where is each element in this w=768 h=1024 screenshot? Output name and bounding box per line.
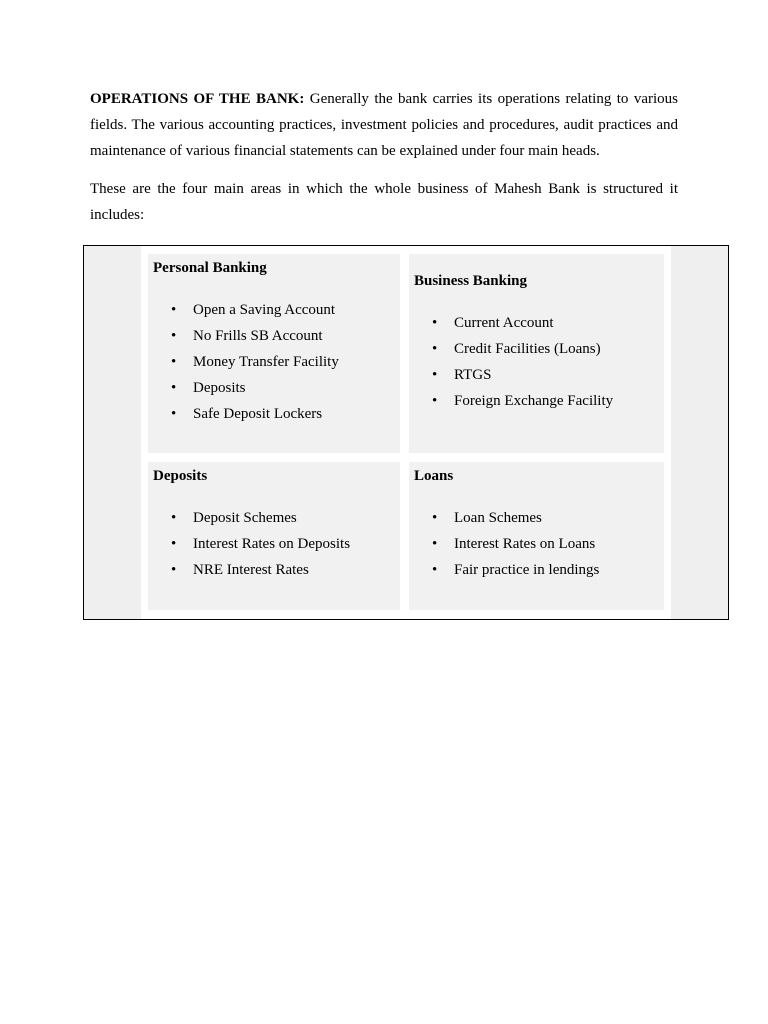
- personal-banking-title: Personal Banking: [153, 260, 267, 276]
- list-item-label: Deposit Schemes: [193, 510, 297, 526]
- business-banking-list: [409, 310, 613, 414]
- list-item: [148, 401, 339, 427]
- deposits-title: Deposits: [153, 468, 208, 484]
- list-item: [148, 349, 339, 375]
- intro-paragraph: [90, 86, 678, 164]
- bullet-icon: •: [432, 536, 438, 552]
- list-item: [409, 388, 613, 414]
- list-item: [148, 323, 339, 349]
- list-item-label: NRE Interest Rates: [193, 562, 309, 578]
- list-item: [409, 310, 613, 336]
- list-item-label: Deposits: [193, 380, 246, 396]
- list-item-label: No Frills SB Account: [193, 328, 323, 344]
- bullet-icon: •: [432, 367, 438, 383]
- list-item: [148, 505, 350, 531]
- table-right-margin: [671, 246, 728, 619]
- list-item: [148, 531, 350, 557]
- list-item: [409, 505, 599, 531]
- list-item-label: Foreign Exchange Facility: [454, 393, 614, 409]
- list-item-label: Current Account: [454, 315, 554, 331]
- bullet-icon: •: [171, 406, 177, 422]
- bullet-icon: •: [171, 354, 177, 370]
- bullet-icon: •: [432, 510, 438, 526]
- list-item: [409, 531, 599, 557]
- banking-areas-table: [83, 245, 729, 620]
- loans-cell: [409, 462, 664, 610]
- list-item: [148, 557, 350, 583]
- list-item-label: Safe Deposit Lockers: [193, 406, 323, 422]
- bullet-icon: •: [432, 341, 438, 357]
- bullet-icon: •: [171, 562, 177, 578]
- loans-title: Loans: [414, 468, 454, 484]
- business-banking-title: Business Banking: [414, 273, 527, 289]
- list-item-label: Open a Saving Account: [193, 302, 336, 318]
- intro-heading: OPERATIONS OF THE BANK:: [90, 91, 305, 107]
- bullet-icon: •: [171, 302, 177, 318]
- bullet-icon: •: [432, 393, 438, 409]
- loans-list: [409, 505, 599, 583]
- list-item: [409, 557, 599, 583]
- list-item: [409, 362, 613, 388]
- deposits-cell: [148, 462, 400, 610]
- personal-banking-list: [148, 297, 339, 427]
- list-item-label: Credit Facilities (Loans): [454, 341, 601, 357]
- list-item-label: Fair practice in lendings: [454, 562, 600, 578]
- bullet-icon: •: [171, 536, 177, 552]
- business-banking-cell: [409, 254, 664, 453]
- deposits-list: [148, 505, 350, 583]
- bullet-icon: •: [171, 510, 177, 526]
- list-item: [148, 375, 339, 401]
- table-left-margin: [84, 246, 141, 619]
- list-item: [409, 336, 613, 362]
- list-item-label: RTGS: [454, 367, 492, 383]
- bullet-icon: •: [432, 562, 438, 578]
- bullet-icon: •: [171, 328, 177, 344]
- bullet-icon: •: [171, 380, 177, 396]
- personal-banking-cell: [148, 254, 400, 453]
- list-item-label: Money Transfer Facility: [193, 354, 339, 370]
- list-item-label: Loan Schemes: [454, 510, 542, 526]
- bullet-icon: •: [432, 315, 438, 331]
- areas-intro-paragraph: These are the four main areas in which the whole business of Mahesh Bank is structured it includes:: [90, 181, 678, 223]
- intro-text: Generally the bank carries its operations relating to various fields. The various accounting practices, investment policies and procedures, audit practices and maintenance of various financial statements can be explained under four main heads.: [90, 91, 678, 159]
- list-item-label: Interest Rates on Deposits: [193, 536, 351, 552]
- list-item-label: Interest Rates on Loans: [454, 536, 596, 552]
- list-item: [148, 297, 339, 323]
